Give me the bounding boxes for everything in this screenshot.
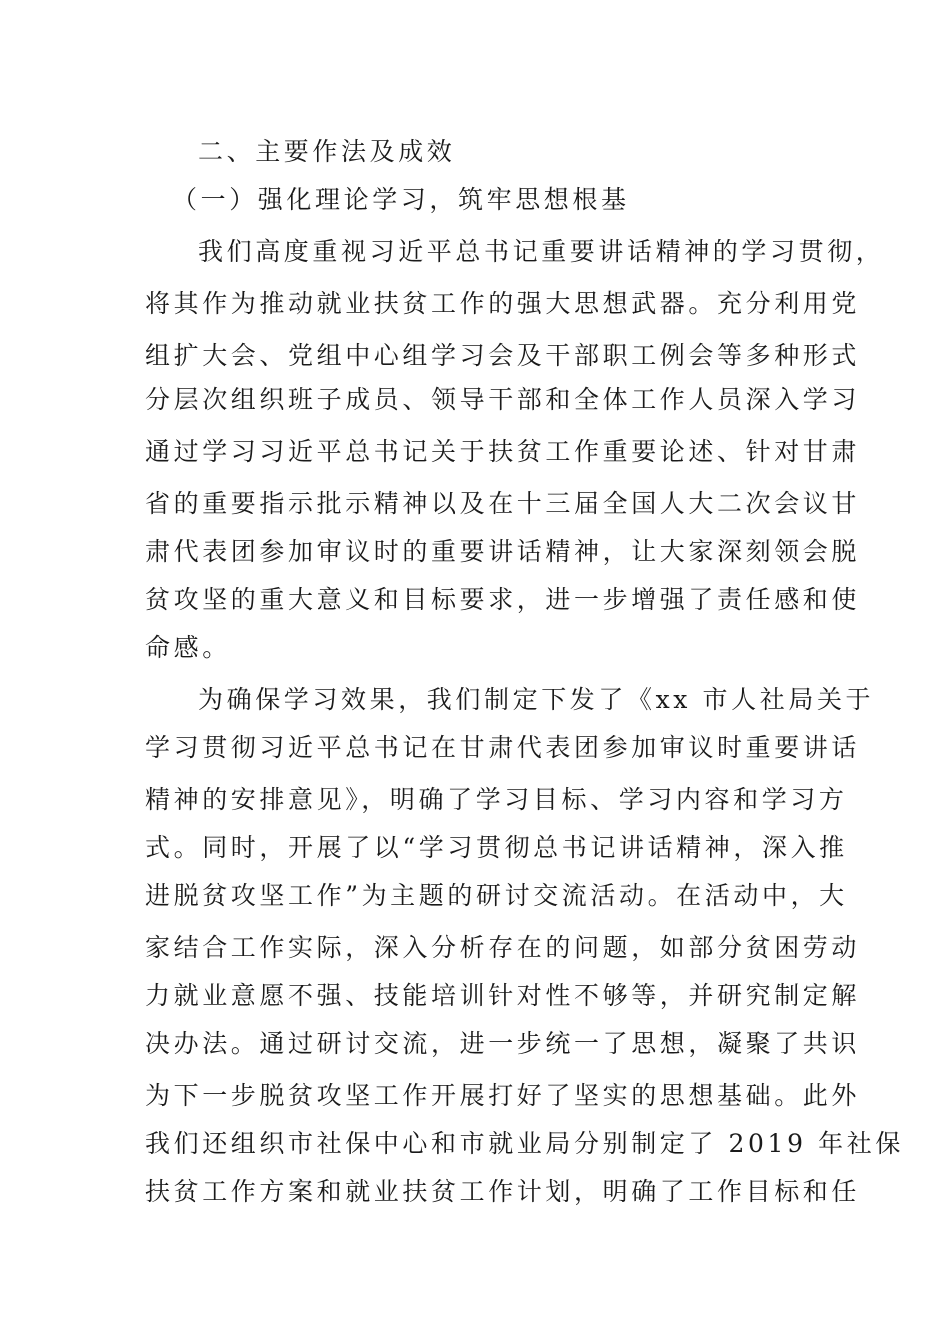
body-line: 组扩大会、党组中心组学习会及干部职工例会等多种形式 <box>145 341 861 370</box>
body-line: 为确保学习效果，我们制定下发了《xx 市人社局关于 <box>198 685 875 714</box>
body-line: 分层次组织班子成员、领导干部和全体工作人员深入学习 <box>145 385 861 414</box>
body-line: 我们还组织市社保中心和市就业局分别制定了 2019 年社保 <box>145 1129 904 1158</box>
body-line: 进脱贫攻坚工作”为主题的研讨交流活动。在活动中，大 <box>145 881 848 910</box>
body-line: 肃代表团参加审议时的重要讲话精神，让大家深刻领会脱 <box>145 537 861 566</box>
body-line: 将其作为推动就业扶贫工作的强大思想武器。充分利用党 <box>145 289 861 318</box>
body-line: 力就业意愿不强、技能培训针对性不够等，并研究制定解 <box>145 981 861 1010</box>
body-line: 为下一步脱贫攻坚工作开展打好了坚实的思想基础。此外 <box>145 1081 861 1110</box>
body-line: 精神的安排意见》，明确了学习目标、学习内容和学习方 <box>145 785 848 814</box>
body-line: 命感。 <box>145 633 231 662</box>
body-line: 省的重要指示批示精神以及在十三届全国人大二次会议甘 <box>145 489 861 518</box>
body-line: 式。同时，开展了以“学习贯彻总书记讲话精神，深入推 <box>145 833 848 862</box>
body-line: 决办法。通过研讨交流，进一步统一了思想，凝聚了共识 <box>145 1029 861 1058</box>
body-line: 我们高度重视习近平总书记重要讲话精神的学习贯彻， <box>198 237 885 266</box>
body-line: 学习贯彻习近平总书记在甘肃代表团参加审议时重要讲话 <box>145 733 861 762</box>
body-line: 扶贫工作方案和就业扶贫工作计划，明确了工作目标和任 <box>145 1177 861 1206</box>
subsection-heading: （一）强化理论学习，筑牢思想根基 <box>172 185 630 214</box>
body-line: 贫攻坚的重大意义和目标要求，进一步增强了责任感和使 <box>145 585 861 614</box>
body-line: 通过学习习近平总书记关于扶贫工作重要论述、针对甘肃 <box>145 437 861 466</box>
body-line: 家结合工作实际，深入分析存在的问题，如部分贫困劳动 <box>145 933 861 962</box>
section-heading: 二、主要作法及成效 <box>198 137 456 166</box>
